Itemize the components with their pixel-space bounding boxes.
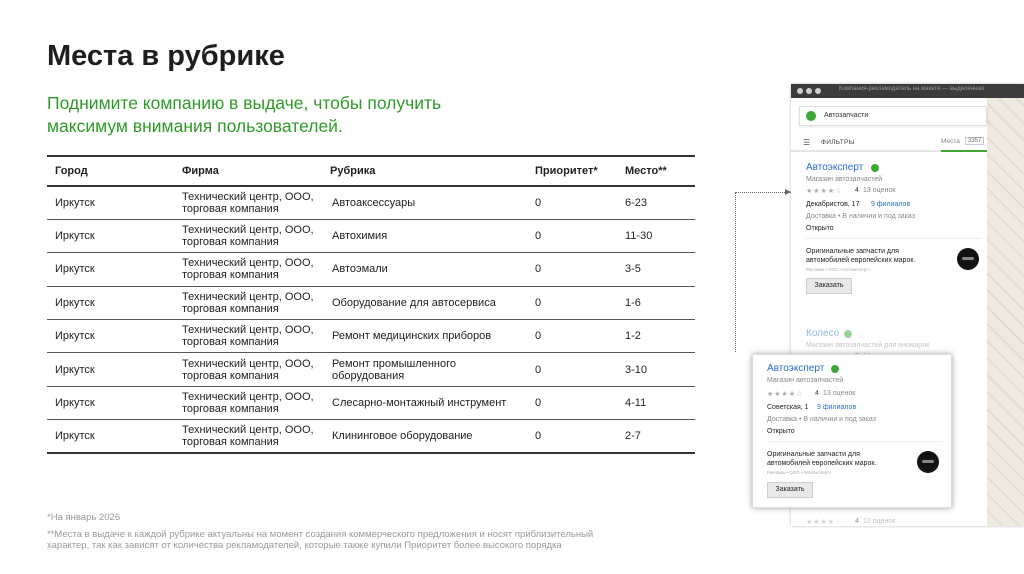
rating-value: 4 xyxy=(815,390,819,397)
rubric-text: Ремонт медицинских приборов xyxy=(332,330,492,343)
table-row xyxy=(47,420,695,453)
footnote-date: *На январь 2026 xyxy=(47,512,121,523)
ad-note: Реклама • ООО «Автоэксперт» xyxy=(767,470,832,475)
pin-icon xyxy=(806,111,816,121)
ad-logo-icon xyxy=(917,451,939,473)
cell-firm: Технический центр, ООО, торговая компания xyxy=(174,186,322,219)
cell-city: Иркутск xyxy=(47,219,174,252)
filter-icon[interactable]: ☰ xyxy=(803,138,811,147)
cell-rubric xyxy=(322,353,527,386)
header-firm: Фирма xyxy=(174,156,322,186)
table-row xyxy=(47,253,695,286)
company-name[interactable]: Колесо xyxy=(806,328,840,339)
cell-rubric xyxy=(322,386,527,419)
places-table xyxy=(47,155,695,454)
branches-link[interactable]: 9 филиалов xyxy=(871,201,911,208)
branches-link[interactable]: 9 филиалов xyxy=(817,404,857,411)
company-name[interactable]: Автоэксперт xyxy=(767,363,825,374)
filter-bar xyxy=(791,134,987,152)
cell-city: Иркутск xyxy=(47,420,174,453)
cell-priority: 0 xyxy=(527,286,617,319)
rubric-text: Автоаксессуары xyxy=(332,196,416,209)
cell-priority: 0 xyxy=(527,353,617,386)
window-dot-icon xyxy=(806,88,812,94)
header-place: Место** xyxy=(617,156,695,186)
cell-rubric xyxy=(322,420,527,453)
verified-icon xyxy=(844,330,852,338)
rating-value: 4 xyxy=(855,518,859,525)
reviews-count[interactable]: 13 оценок xyxy=(823,390,856,397)
page-title: Места в рубрике xyxy=(47,40,285,72)
order-button[interactable]: Заказать xyxy=(767,482,813,498)
cell-place: 2-7 xyxy=(617,420,695,453)
order-button[interactable]: Заказать xyxy=(806,278,852,294)
rubric-text: Слесарно-монтажный инструмент xyxy=(332,397,507,410)
cell-city: Иркутск xyxy=(47,186,174,219)
search-value: Автозапчасти xyxy=(824,112,869,119)
cell-city: Иркутск xyxy=(47,320,174,353)
cell-city: Иркутск xyxy=(47,286,174,319)
delivery-info: Доставка • В наличии и под заказ xyxy=(806,213,915,220)
connector-line-vertical xyxy=(735,192,736,352)
window-dot-icon xyxy=(797,88,803,94)
delivery-info: Доставка • В наличии и под заказ xyxy=(767,416,876,423)
cell-priority: 0 xyxy=(527,320,617,353)
cell-place: 6-23 xyxy=(617,186,695,219)
reviews-count[interactable]: 12 оценок xyxy=(863,518,896,525)
rating-stars-icon: ★★★★☆ xyxy=(806,519,843,526)
cell-priority: 0 xyxy=(527,219,617,252)
table-header-row xyxy=(47,156,695,186)
company-name[interactable]: Автоэксперт xyxy=(806,162,864,173)
cell-rubric xyxy=(322,253,527,286)
browser-titlebar xyxy=(791,84,1024,98)
cell-priority: 0 xyxy=(527,420,617,453)
card-divider xyxy=(768,441,940,442)
table-row xyxy=(47,219,695,252)
result-card[interactable] xyxy=(791,518,987,526)
company-address: Декабристов, 17 xyxy=(806,201,860,208)
cell-place: 11-30 xyxy=(617,219,695,252)
card-divider xyxy=(806,238,982,239)
table-row xyxy=(47,320,695,353)
rating-stars-icon: ★★★★☆ xyxy=(767,391,804,398)
company-category: Магазин автозапчастей для иномарок xyxy=(806,342,930,349)
window-dot-icon xyxy=(815,88,821,94)
map-area[interactable] xyxy=(987,98,1024,526)
header-priority: Приоритет* xyxy=(527,156,617,186)
cell-place: 3-10 xyxy=(617,353,695,386)
browser-title: Компания-рекламодатель на макете — выделенная xyxy=(839,86,984,92)
header-rubric: Рубрика xyxy=(322,156,527,186)
cell-priority: 0 xyxy=(527,186,617,219)
open-status: Открыто xyxy=(767,428,795,435)
cell-rubric xyxy=(322,219,527,252)
rubric-text: Автохимия xyxy=(332,230,388,243)
cell-city: Иркутск xyxy=(47,353,174,386)
rating-stars-icon: ★★★★☆ xyxy=(806,188,843,195)
table-row xyxy=(47,386,695,419)
cell-place: 4-11 xyxy=(617,386,695,419)
table-row xyxy=(47,353,695,386)
cell-firm: Технический центр, ООО, торговая компания xyxy=(174,386,322,419)
cell-city: Иркутск xyxy=(47,386,174,419)
cell-firm: Технический центр, ООО, торговая компания xyxy=(174,253,322,286)
rating-value: 4 xyxy=(855,187,859,194)
cell-firm: Технический центр, ООО, торговая компания xyxy=(174,320,322,353)
result-card-highlighted[interactable] xyxy=(791,156,987,318)
cell-rubric xyxy=(322,320,527,353)
cell-place: 1-6 xyxy=(617,286,695,319)
verified-icon xyxy=(831,365,839,373)
cell-place: 1-2 xyxy=(617,320,695,353)
cell-priority: 0 xyxy=(527,386,617,419)
cell-rubric xyxy=(322,286,527,319)
ad-logo-icon xyxy=(957,248,979,270)
search-input[interactable] xyxy=(799,106,987,126)
cell-firm: Технический центр, ООО, торговая компания xyxy=(174,286,322,319)
tab-places[interactable]: Места xyxy=(941,138,960,145)
highlighted-company-popup[interactable] xyxy=(752,354,952,508)
verified-icon xyxy=(871,164,879,172)
cell-firm: Технический центр, ООО, торговая компания xyxy=(174,219,322,252)
rubric-text: Ремонт промышленного оборудования xyxy=(332,357,456,382)
table-row xyxy=(47,186,695,219)
ad-note: Реклама • ООО «Автоэксперт» xyxy=(806,267,871,272)
ad-text: Оригинальные запчасти для автомобилей европейских марок. xyxy=(806,248,916,264)
cell-firm: Технический центр, ООО, торговая компания xyxy=(174,420,322,453)
cell-rubric xyxy=(322,186,527,219)
company-category: Магазин автозапчастей xyxy=(806,176,883,183)
open-status: Открыто xyxy=(806,225,834,232)
cell-priority: 0 xyxy=(527,253,617,286)
table-row xyxy=(47,286,695,319)
rubric-text: Оборудование для автосервиса xyxy=(332,296,496,309)
rubric-text: Автоэмали xyxy=(332,263,388,276)
filters-button[interactable]: ФИЛЬТРЫ xyxy=(821,139,855,146)
rubric-text: Клининговое оборудование xyxy=(332,430,473,443)
connector-line-horizontal xyxy=(735,192,791,193)
cell-place: 3-5 xyxy=(617,253,695,286)
header-city: Город xyxy=(47,156,174,186)
places-count-badge: 3357 xyxy=(965,137,984,145)
active-tab-indicator xyxy=(941,150,987,152)
page-subtitle: Поднимите компанию в выдаче, чтобы получить максимум внимания пользователей. xyxy=(47,93,442,136)
reviews-count[interactable]: 13 оценок xyxy=(863,187,896,194)
cell-firm: Технический центр, ООО, торговая компания xyxy=(174,353,322,386)
company-address: Советская, 1 xyxy=(767,404,809,411)
company-category: Магазин автозапчастей xyxy=(767,377,844,384)
ad-text: Оригинальные запчасти для автомобилей европейских марок. xyxy=(767,451,877,467)
footnote-places: **Места в выдаче к каждой рубрике актуальны на момент создания коммерческого предложения и носят приблизительный характер, так как зависят от количества рекламодателей, которые также купили Приоритет более высокого порядка xyxy=(47,529,594,551)
cell-city: Иркутск xyxy=(47,253,174,286)
